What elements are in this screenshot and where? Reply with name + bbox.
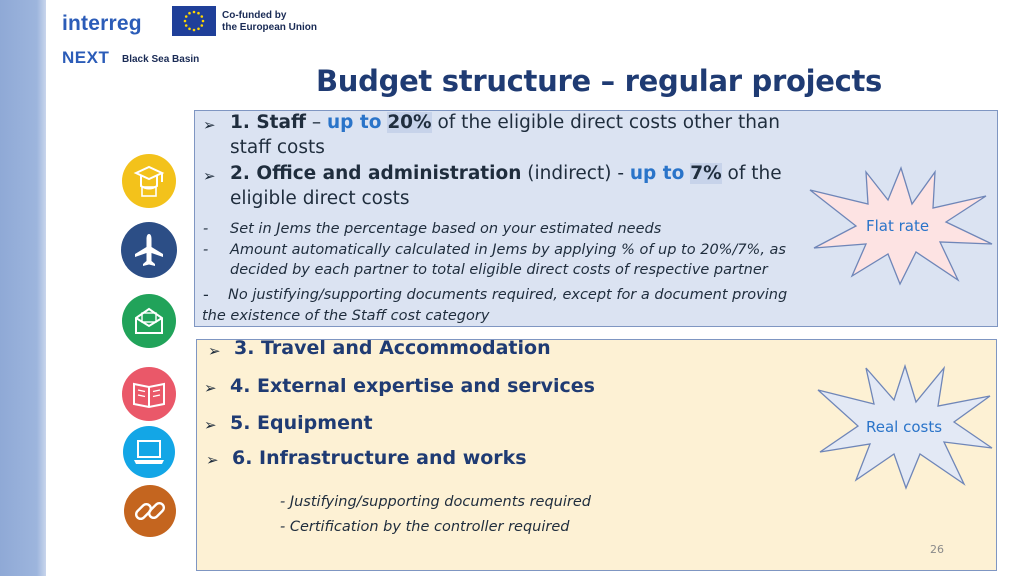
office-admin-item: 2. Office and administration (indirect) - up to 7% of the: [230, 163, 782, 184]
graduation-cap-icon: [122, 154, 176, 208]
note-jems-percentage: Set in Jems the percentage based on your estimated needs: [230, 221, 662, 237]
open-book-icon: [122, 367, 176, 421]
category-equipment: 5. Equipment: [230, 412, 373, 434]
bullet-arrow-icon: ➢: [208, 342, 221, 360]
slide-title: Budget structure – regular projects: [316, 64, 883, 98]
office-admin-item-continued: eligible direct costs: [230, 188, 410, 209]
eu-flag-icon: [172, 6, 216, 36]
note-bullet: -: [203, 242, 209, 258]
chain-link-icon: [124, 485, 176, 537]
page-number: 26: [930, 543, 944, 556]
flat-rate-badge: Flat rate: [866, 217, 930, 235]
category-external-expertise: 4. External expertise and services: [230, 375, 595, 397]
bullet-arrow-icon: ➢: [206, 451, 219, 469]
bullet-arrow-icon: ➢: [204, 379, 217, 397]
airplane-icon: [121, 222, 177, 278]
note-automatic-calculation: Amount automatically calculated in Jems by applying % of up to 20%/7%, as: [230, 242, 786, 258]
bullet-arrow-icon: ➢: [204, 416, 217, 434]
category-infrastructure: 6. Infrastructure and works: [232, 447, 527, 469]
note-bullet: -: [203, 285, 209, 304]
note-certification-required: - Certification by the controller required: [280, 519, 570, 535]
programme-name: Black Sea Basin: [122, 54, 200, 65]
note-bullet: -: [203, 221, 209, 237]
laptop-icon: [123, 426, 175, 478]
real-costs-badge: Real costs: [866, 418, 943, 436]
note-automatic-calculation-continued: decided by each partner to total eligible direct costs of respective partner: [230, 262, 768, 278]
category-travel: 3. Travel and Accommodation: [234, 337, 551, 359]
bullet-arrow-icon: ➢: [203, 116, 216, 134]
interreg-logo: interreg: [62, 12, 142, 35]
note-no-documents-continued: the existence of the Staff cost category: [202, 308, 490, 324]
note-documents-required: - Justifying/supporting documents required: [280, 494, 591, 510]
note-no-documents: No justifying/supporting documents required, except for a document proving: [228, 287, 788, 303]
staff-item-continued: staff costs: [230, 137, 325, 158]
eu-cofunded-text: Co-funded by the European Union: [222, 10, 317, 33]
bullet-arrow-icon: ➢: [203, 167, 216, 185]
envelope-icon: [122, 294, 176, 348]
next-logo: NEXT: [62, 48, 110, 67]
left-decorative-strip: [0, 0, 46, 576]
staff-item: 1. Staff – up to 20% of the eligible direct costs other than: [230, 112, 780, 133]
